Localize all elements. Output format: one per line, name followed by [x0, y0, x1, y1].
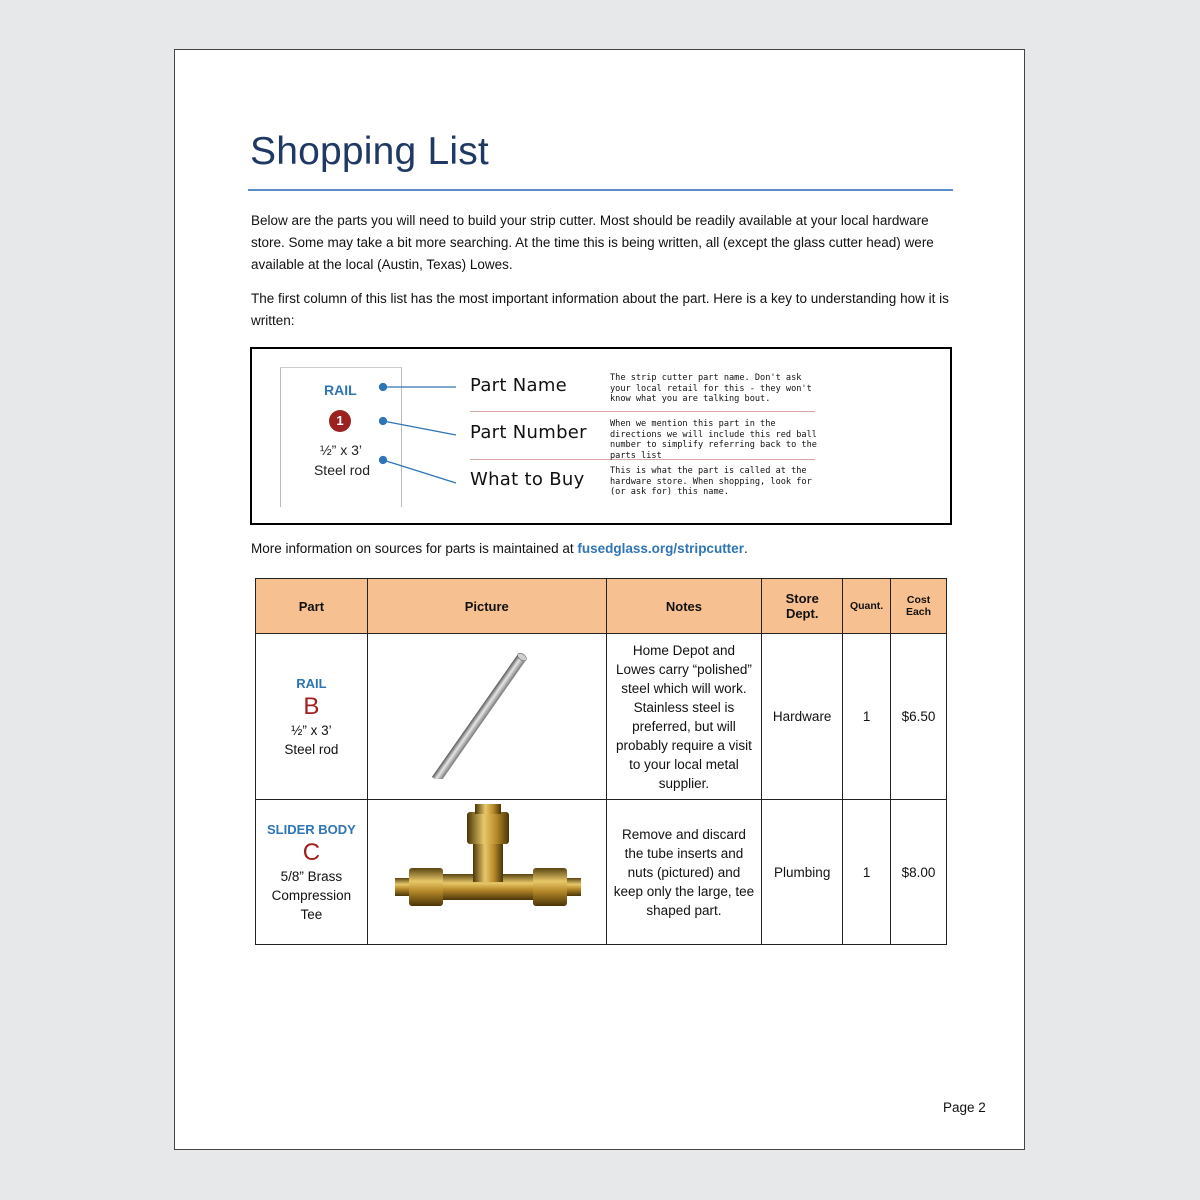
- key-separator: [470, 411, 815, 412]
- part-what-line1: 5/8” Brass: [280, 869, 343, 884]
- key-desc-part-number: When we mention this part in the directions we will include this red ball number to simplify referring back to the parts list: [610, 419, 817, 461]
- part-cell: [256, 634, 368, 800]
- key-intro-paragraph: The first column of this list has the most important information about the part. Here is a key to understanding how it is written:: [251, 291, 949, 328]
- key-connector-lines: [252, 349, 952, 525]
- key-label-part-number: Part Number: [470, 422, 587, 443]
- part-what-line3: Tee: [300, 907, 323, 922]
- more-info-text: More information on sources for parts is maintained at: [251, 541, 578, 556]
- quant-cell: 1: [843, 634, 891, 800]
- header-store-dept-line1: Store: [785, 591, 819, 606]
- header-picture: Picture: [367, 579, 606, 634]
- key-label-what-to-buy: What to Buy: [470, 469, 585, 490]
- red-ball-number-icon: 1: [329, 410, 351, 432]
- part-cell: [256, 800, 368, 945]
- part-name: SLIDER BODY: [267, 822, 356, 837]
- parts-table: [255, 578, 947, 945]
- title-rule: [248, 189, 953, 191]
- header-cost-line1: Cost: [906, 594, 931, 606]
- notes-text: Remove and discard the tube inserts and nuts (pictured) and keep only the large, tee shaped part.: [613, 826, 755, 918]
- key-desc-part-name: The strip cutter part name. Don't ask your local retail for this - they won't know what you are talking bout.: [610, 373, 812, 404]
- stripcutter-link[interactable]: fusedglass.org/stripcutter: [577, 541, 744, 556]
- steel-rod-photo-icon: [427, 649, 547, 779]
- key-diagram: [250, 347, 952, 525]
- header-quant: Quant.: [843, 579, 891, 634]
- key-sample-what: Steel rod: [313, 462, 371, 478]
- key-desc-what-to-buy: This is what the part is called at the hardware store. When shopping, look for (or ask for) this name.: [610, 466, 812, 497]
- header-cost-line2: Each: [905, 606, 932, 618]
- cost-cell: $6.50: [891, 634, 947, 800]
- part-what-line2: Steel rod: [284, 742, 339, 757]
- key-sample-name: RAIL: [324, 382, 357, 398]
- page-title: Shopping List: [250, 130, 489, 173]
- key-sample-size: ½” x 3’: [319, 442, 362, 458]
- dept-cell: Plumbing: [762, 800, 843, 945]
- part-what-line2: Compression: [271, 888, 352, 903]
- picture-cell: [367, 800, 606, 945]
- header-store-dept-line2: Dept.: [785, 606, 819, 621]
- part-letter: C: [302, 839, 321, 866]
- intro-paragraph: Below are the parts you will need to build your strip cutter. Most should be readily available at your local hardware store. Some may take a bit more searching. At the time this is being written, all (except the glass cutter head) were available at the local (Austin, Texas) Lowes.: [251, 213, 934, 272]
- brass-tee-photo-icon: [387, 802, 587, 937]
- part-letter: B: [303, 693, 320, 720]
- document-page: [174, 49, 1025, 1150]
- dept-cell: Hardware: [762, 634, 843, 800]
- part-what-line1: ½” x 3’: [291, 723, 332, 738]
- page-number: Page 2: [943, 1100, 986, 1115]
- more-info-end: .: [743, 541, 748, 556]
- table-header-row: [256, 579, 947, 634]
- cost-cell: $8.00: [891, 800, 947, 945]
- picture-cell: [367, 634, 606, 800]
- notes-cell: [606, 800, 762, 945]
- header-notes: Notes: [606, 579, 762, 634]
- quant-cell: 1: [843, 800, 891, 945]
- table-row: [256, 800, 947, 945]
- notes-text: Home Depot and Lowes carry “polished” steel which will work. Stainless steel is preferred, but will probably require a visit to your local metal supplier.: [616, 642, 752, 791]
- table-row: [256, 634, 947, 800]
- part-name: RAIL: [296, 676, 327, 691]
- key-label-part-name: Part Name: [470, 375, 568, 396]
- header-cost-each: [891, 579, 947, 634]
- header-part: Part: [256, 579, 368, 634]
- more-info-line: [251, 541, 748, 556]
- header-store-dept: [762, 579, 843, 634]
- notes-cell: [606, 634, 762, 800]
